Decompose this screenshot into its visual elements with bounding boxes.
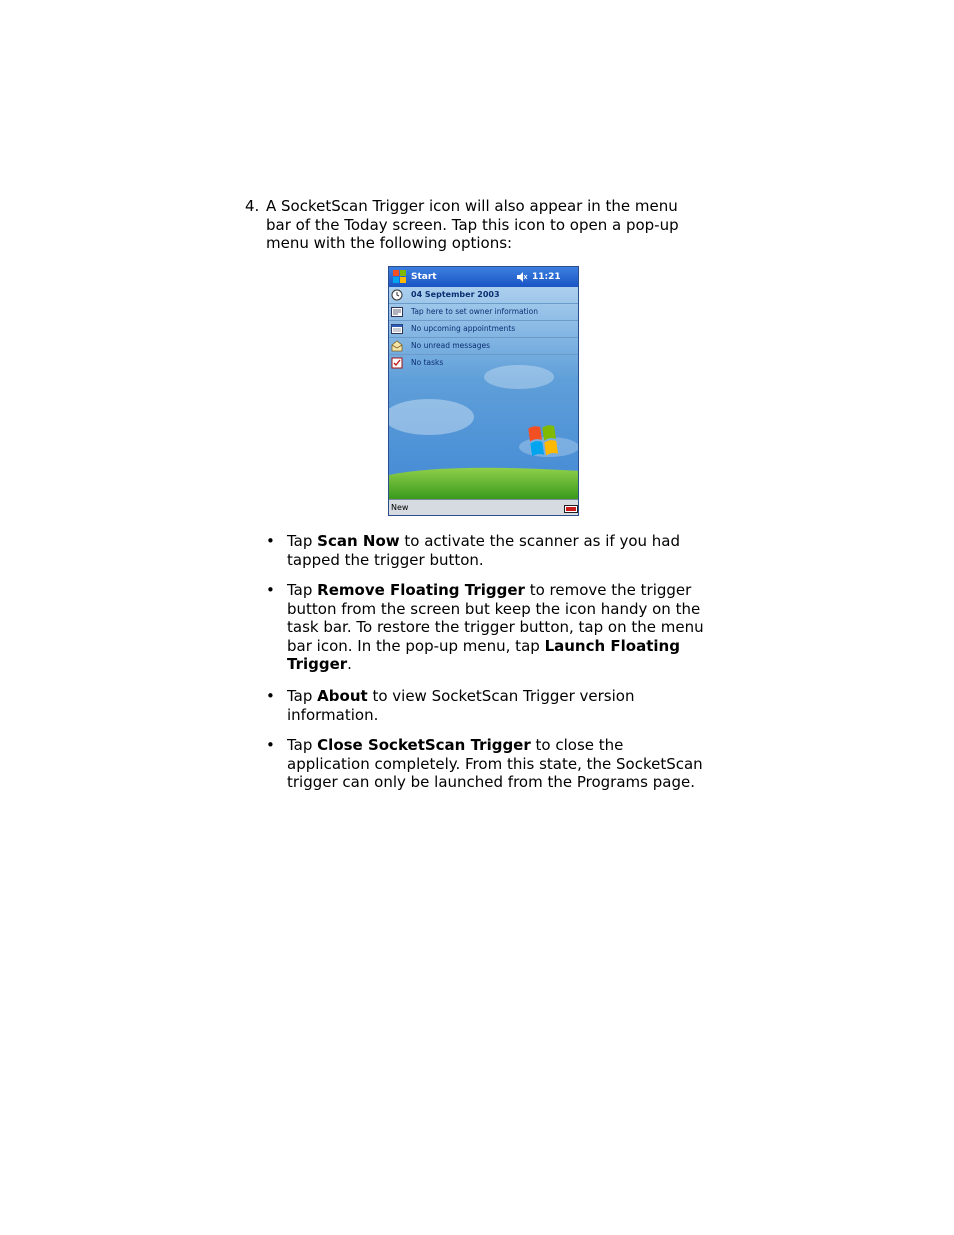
option-text: Tap Close SocketScan Trigger to close the application completely. From this state, the SocketScan trigger can only be launched from the Programs page.	[287, 736, 703, 791]
start-menu-label[interactable]: Start	[411, 272, 437, 282]
windows-flag-icon[interactable]	[392, 269, 408, 285]
tasks-row[interactable]	[389, 355, 579, 372]
envelope-icon	[391, 340, 403, 352]
clock-icon	[391, 289, 403, 301]
bullet-symbol: •	[266, 532, 275, 550]
step-text: A SocketScan Trigger icon will also appear in the menu bar of the Today screen. Tap this icon to open a pop-up menu with the following options:	[266, 197, 679, 252]
option-text: Tap Scan Now to activate the scanner as if you had tapped the trigger button.	[287, 532, 680, 569]
clock[interactable]: 11:21	[532, 272, 561, 282]
pocketpc-today-screenshot	[388, 266, 579, 516]
messages-row[interactable]	[389, 338, 579, 355]
calendar-icon	[391, 323, 403, 335]
bullet-symbol: •	[266, 736, 275, 754]
option-text: Tap About to view SocketScan Trigger version information.	[287, 687, 635, 724]
bullet-symbol: •	[266, 687, 275, 705]
messages-text: No unread messages	[411, 341, 490, 350]
option-text: Tap Remove Floating Trigger to remove the trigger button from the screen but keep the icon handy on the task bar. To restore the trigger button, tap on the menu bar icon. In the pop-up menu, tap Launch Floating Trigger.	[287, 581, 704, 673]
owner-card-icon	[391, 306, 403, 318]
new-menu[interactable]: New	[391, 503, 409, 512]
socketscan-trigger-icon[interactable]	[564, 505, 578, 513]
appointments-text: No upcoming appointments	[411, 324, 516, 333]
menu-bar	[389, 499, 579, 516]
title-bar	[389, 267, 579, 287]
owner-info-text: Tap here to set owner information	[411, 307, 538, 316]
tasks-icon	[391, 357, 403, 369]
step-number: 4.	[245, 197, 260, 215]
today-date: 04 September 2003	[411, 290, 500, 299]
today-date-row[interactable]	[389, 287, 579, 304]
bullet-symbol: •	[266, 581, 275, 599]
appointments-row[interactable]	[389, 321, 579, 338]
speaker-icon[interactable]	[516, 271, 528, 283]
tasks-text: No tasks	[411, 358, 444, 367]
owner-info-row[interactable]	[389, 304, 579, 321]
